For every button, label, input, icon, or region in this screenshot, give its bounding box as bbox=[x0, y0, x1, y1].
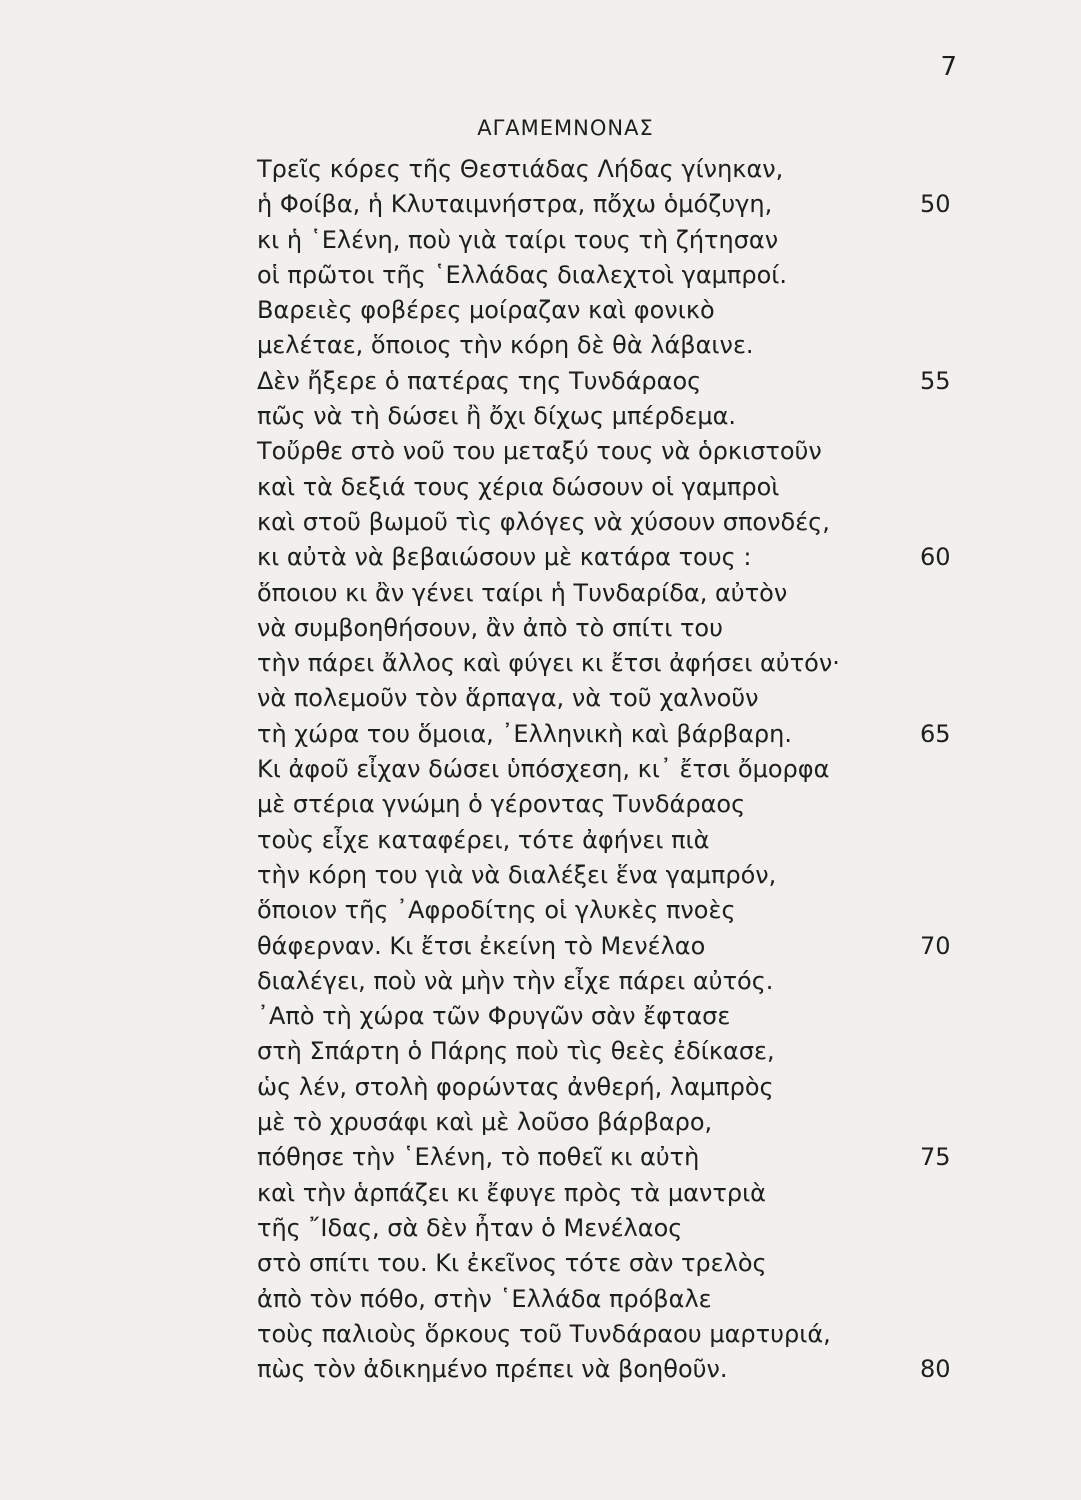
verse-text: καὶ τὰ δεξιά τους χέρια δώσουν οἱ γαμπροὶ bbox=[257, 472, 780, 501]
verse-line bbox=[257, 646, 977, 681]
verse-line bbox=[257, 223, 977, 258]
verse-text: Δὲν ἤξερε ὁ πατέρας της Τυνδάραος bbox=[257, 366, 702, 395]
verse-text: νὰ συμβοηθήσουν, ἂν ἀπὸ τὸ σπίτι του bbox=[257, 613, 723, 642]
verse-text: νὰ πολεμοῦν τὸν ἅρπαγα, νὰ τοῦ χαλνοῦν bbox=[257, 684, 759, 713]
verse-text: στὸ σπίτι του. Κι ἐκεῖνος τότε σὰν τρελὸς bbox=[257, 1249, 767, 1278]
verse-block bbox=[257, 152, 977, 1387]
verse-text: Τοὔρθε στὸ νοῦ του μεταξύ τους νὰ ὁρκιστοῦν bbox=[257, 437, 822, 466]
verse-line bbox=[257, 505, 977, 540]
verse-text: πὼς τὸν ἀδικημένο πρέπει νὰ βοηθοῦν. bbox=[257, 1355, 728, 1384]
verse-text: τῆς ῎Ιδας, σὰ δὲν ἦταν ὁ Μενέλαος bbox=[257, 1213, 683, 1242]
verse-text: ἀπὸ τὸν πόθο, στὴν ῾Ελλάδα πρόβαλε bbox=[257, 1284, 712, 1313]
verse-line bbox=[257, 1176, 977, 1211]
line-number: 75 bbox=[920, 1143, 951, 1172]
verse-line bbox=[257, 152, 977, 187]
verse-text: μὲ στέρια γνώμη ὁ γέροντας Τυνδάραος bbox=[257, 790, 746, 819]
line-number: 50 bbox=[920, 190, 951, 219]
verse-line bbox=[257, 1317, 977, 1352]
verse-text: τοὺς παλιοὺς ὅρκους τοῦ Τυνδάραου μαρτυριά, bbox=[257, 1319, 831, 1348]
verse-line bbox=[257, 540, 977, 575]
line-number: 55 bbox=[920, 366, 951, 395]
verse-text: Τρεῖς κόρες τῆς Θεστιάδας Λήδας γίνηκαν, bbox=[257, 155, 784, 183]
verse-text: οἱ πρῶτοι τῆς ῾Ελλάδας διαλεχτοὶ γαμπροί. bbox=[257, 260, 788, 289]
verse-text: ὅποιου κι ἂν γένει ταίρι ἡ Τυνδαρίδα, αὐτὸν bbox=[257, 578, 788, 607]
verse-line bbox=[257, 1070, 977, 1105]
verse-text: τοὺς εἶχε καταφέρει, τότε ἀφήνει πιὰ bbox=[257, 825, 710, 854]
page-number: 7 bbox=[940, 52, 957, 82]
verse-line bbox=[257, 1105, 977, 1140]
line-number: 70 bbox=[920, 931, 951, 960]
verse-text: ὅποιον τῆς ᾿Αφροδίτης οἱ γλυκὲς πνοὲς bbox=[257, 896, 736, 925]
verse-line bbox=[257, 611, 977, 646]
verse-line bbox=[257, 717, 977, 752]
verse-text: ᾿Απὸ τὴ χώρα τῶν Φρυγῶν σὰν ἔφτασε bbox=[257, 1002, 731, 1031]
verse-text: ἡ Φοίβα, ἡ Κλυταιμνήστρα, πὄχω ὁμόζυγη, bbox=[257, 190, 773, 219]
verse-text: μελέταε, ὅποιος τὴν κόρη δὲ θὰ λάβαινε. bbox=[257, 331, 754, 360]
verse-line bbox=[257, 258, 977, 293]
verse-text: τὴν πάρει ἄλλος καὶ φύγει κι ἔτσι ἀφήσει αὐτόν· bbox=[257, 649, 840, 678]
verse-line bbox=[257, 893, 977, 928]
verse-line bbox=[257, 328, 977, 363]
verse-text: κι ἡ ῾Ελένη, ποὺ γιὰ ταίρι τους τὴ ζήτησαν bbox=[257, 225, 779, 254]
verse-text: καὶ στοῦ βωμοῦ τὶς φλόγες νὰ χύσουν σπονδές, bbox=[257, 507, 830, 536]
verse-text: κι αὐτὰ νὰ βεβαιώσουν μὲ κατάρα τους : bbox=[257, 543, 752, 572]
verse-line bbox=[257, 999, 977, 1034]
line-number: 65 bbox=[920, 719, 951, 748]
verse-text: τὴ χώρα του ὅμοια, ᾿Ελληνικὴ καὶ βάρβαρη. bbox=[257, 719, 793, 748]
verse-text: διαλέγει, ποὺ νὰ μὴν τὴν εἶχε πάρει αὐτός. bbox=[257, 966, 774, 995]
line-number: 80 bbox=[920, 1355, 951, 1384]
verse-line bbox=[257, 1140, 977, 1175]
verse-line bbox=[257, 787, 977, 822]
speaker-heading: ΑΓΑΜΕΜΝΟΝΑΣ bbox=[477, 116, 654, 140]
verse-line bbox=[257, 752, 977, 787]
verse-line bbox=[257, 929, 977, 964]
verse-line bbox=[257, 858, 977, 893]
verse-text: Βαρειὲς φοβέρες μοίραζαν καὶ φονικὸ bbox=[257, 296, 715, 325]
verse-line bbox=[257, 1034, 977, 1069]
verse-text: τὴν κόρη του γιὰ νὰ διαλέξει ἕνα γαμπρόν, bbox=[257, 860, 777, 889]
verse-line bbox=[257, 823, 977, 858]
verse-line bbox=[257, 1282, 977, 1317]
verse-line bbox=[257, 470, 977, 505]
verse-line bbox=[257, 187, 977, 222]
verse-line bbox=[257, 1211, 977, 1246]
verse-line bbox=[257, 964, 977, 999]
verse-text: πῶς νὰ τὴ δώσει ἢ ὄχι δίχως μπέρδεμα. bbox=[257, 402, 737, 431]
verse-line bbox=[257, 293, 977, 328]
verse-line bbox=[257, 364, 977, 399]
verse-line bbox=[257, 1352, 977, 1387]
verse-text: θάφερναν. Κι ἔτσι ἐκείνη τὸ Μενέλαο bbox=[257, 931, 706, 960]
verse-text: καὶ τὴν ἁρπάζει κι ἔφυγε πρὸς τὰ μαντριὰ bbox=[257, 1178, 767, 1207]
verse-line bbox=[257, 681, 977, 716]
verse-text: μὲ τὸ χρυσάφι καὶ μὲ λοῦσο βάρβαρο, bbox=[257, 1108, 713, 1137]
verse-text: ὡς λέν, στολὴ φορώντας ἀνθερή, λαμπρὸς bbox=[257, 1072, 774, 1101]
verse-line bbox=[257, 1246, 977, 1281]
verse-line bbox=[257, 434, 977, 469]
line-number: 60 bbox=[920, 543, 951, 572]
verse-line bbox=[257, 399, 977, 434]
verse-text: πόθησε τὴν ῾Ελένη, τὸ ποθεῖ κι αὐτὴ bbox=[257, 1143, 700, 1172]
verse-text: στὴ Σπάρτη ὁ Πάρης ποὺ τὶς θεὲς ἐδίκασε, bbox=[257, 1037, 775, 1066]
verse-text: Κι ἀφοῦ εἶχαν δώσει ὑπόσχεση, κι᾿ ἔτσι ὄμορφα bbox=[257, 755, 830, 784]
verse-line bbox=[257, 576, 977, 611]
